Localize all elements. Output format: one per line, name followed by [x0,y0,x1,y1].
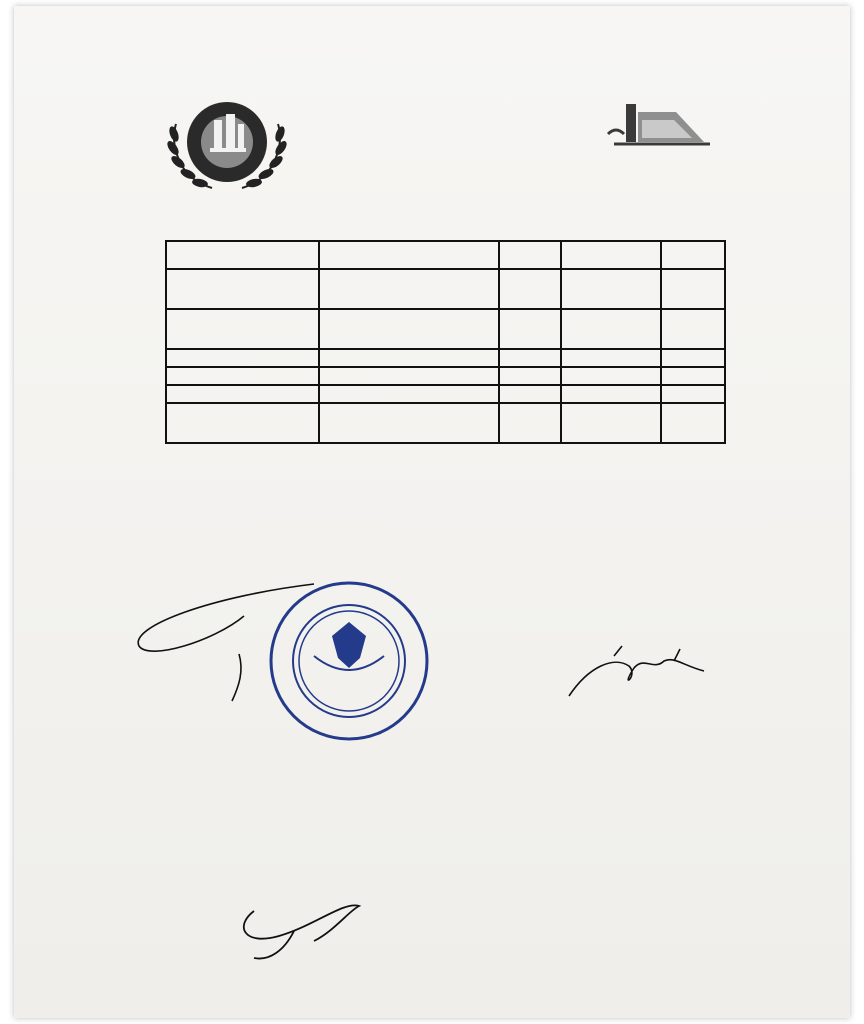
handwriting-layer [14,6,850,1018]
document-page [14,6,850,1018]
university-stamp [271,583,427,739]
